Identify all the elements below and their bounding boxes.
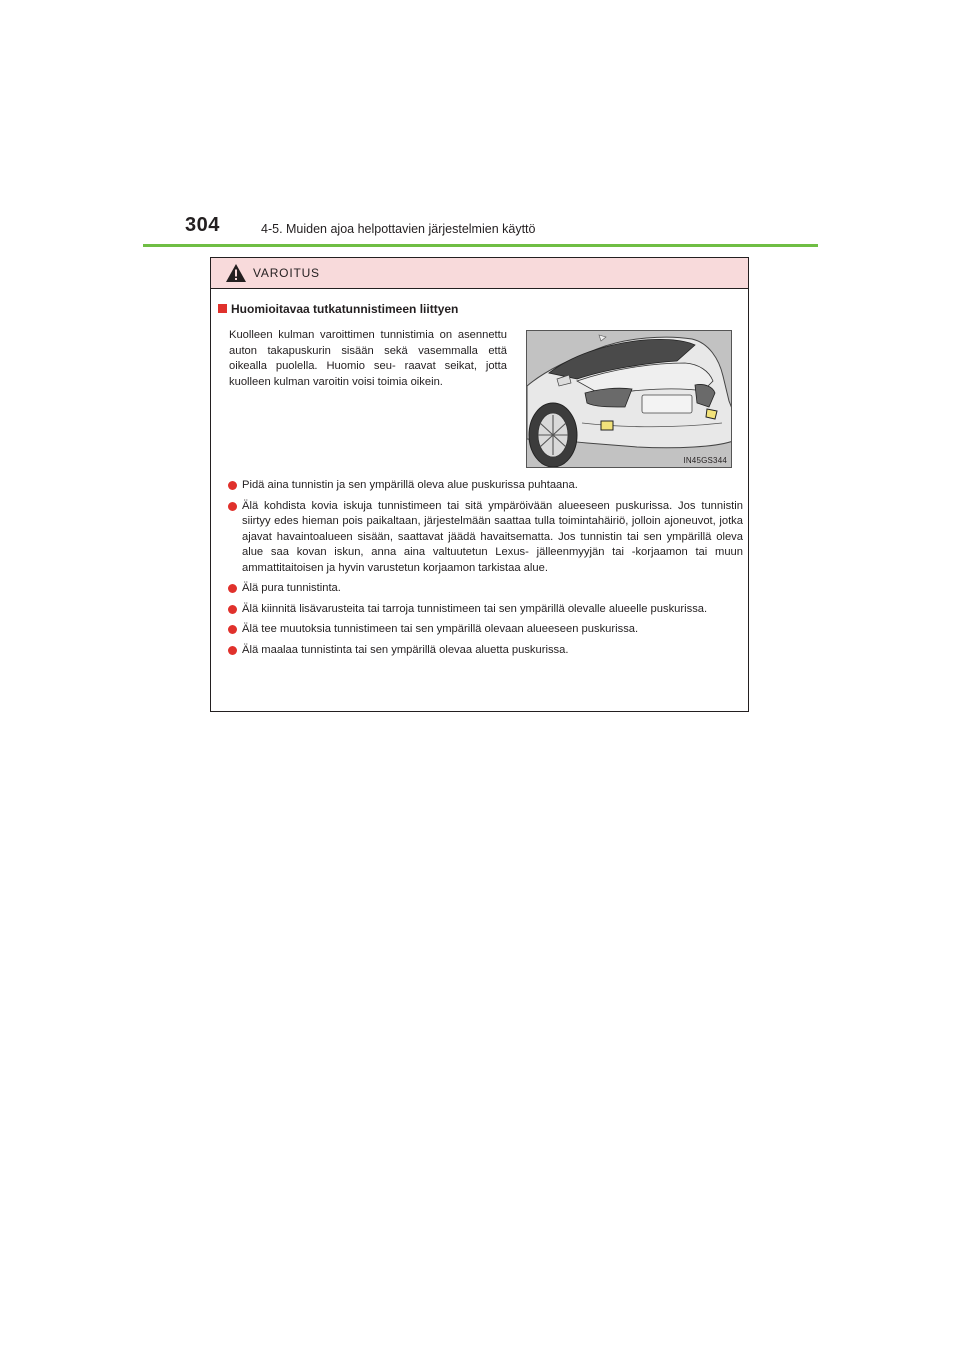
bullet-list xyxy=(228,478,743,663)
warning-subheading xyxy=(218,302,458,316)
page-header xyxy=(185,214,825,246)
list-item xyxy=(228,499,743,577)
list-item xyxy=(228,602,743,618)
subheading-text: Huomioitavaa tutkatunnistimeen liittyen xyxy=(231,302,459,316)
list-item-text: Älä kiinnitä lisävarusteita tai tarroja tunnistimeen tai sen ympärillä olevalle alueelle puskurissa. xyxy=(242,602,708,615)
square-bullet-icon xyxy=(218,304,227,313)
list-item-text: Pidä aina tunnistin ja sen ympärillä oleva alue puskurissa puhtaana. xyxy=(242,479,578,491)
warning-triangle-icon xyxy=(225,263,247,283)
warning-label: VAROITUS xyxy=(253,266,320,280)
round-bullet-icon xyxy=(228,646,237,655)
section-title: 4-5. Muiden ajoa helpottavien järjestelmien käyttö xyxy=(261,222,536,236)
round-bullet-icon xyxy=(228,584,237,593)
list-item-text: Älä kohdista kovia iskuja tunnistimeen tai sitä ympäröivään alueeseen puskurissa. Jos tunnistin siirtyy edes hieman pois paikaltaan, järjestelmään saattaa tulla toimintahäiriö, jolloin ajoneuvot, jotka ajavat havaintoalueen sisään, saattavat jäädä havaitsematta. Jos tunnistin tai sen ympärillä oleva alue saa kovan iskun, anna aina valtuutetun Lexus- jälleenmyyjän tai -korjaamon tai muun ammattitaitoisen ja hyvin varustetun korjaamon tarkistaa alue. xyxy=(242,499,743,574)
warning-header xyxy=(211,258,748,289)
list-item-text: Älä maalaa tunnistinta tai sen ympärillä olevaa aluetta puskurissa. xyxy=(242,643,569,656)
figure-code: IN45GS344 xyxy=(683,456,727,465)
list-item xyxy=(228,581,743,597)
header-divider xyxy=(143,244,818,247)
list-item xyxy=(228,478,743,494)
round-bullet-icon xyxy=(228,605,237,614)
round-bullet-icon xyxy=(228,481,237,490)
list-item xyxy=(228,622,743,638)
car-rear-illustration xyxy=(526,330,732,468)
car-rear-drawing xyxy=(527,331,732,468)
intro-paragraph: Kuolleen kulman varoittimen tunnistimia on asennettu auton takapuskurin sisään sekä vasemmalla että oikealla puolella. Huomio seu- raavat seikat, jotta kuolleen kulman varoitin voisi toimia oikein. xyxy=(229,329,507,388)
round-bullet-icon xyxy=(228,502,237,511)
list-item-text: Älä pura tunnistinta. xyxy=(242,582,341,594)
warning-box xyxy=(210,257,749,712)
list-item-text: Älä tee muutoksia tunnistimeen tai sen ympärillä olevaan alueeseen puskurissa. xyxy=(242,623,639,635)
list-item xyxy=(228,643,743,659)
page-number: 304 xyxy=(185,214,220,236)
round-bullet-icon xyxy=(228,625,237,634)
